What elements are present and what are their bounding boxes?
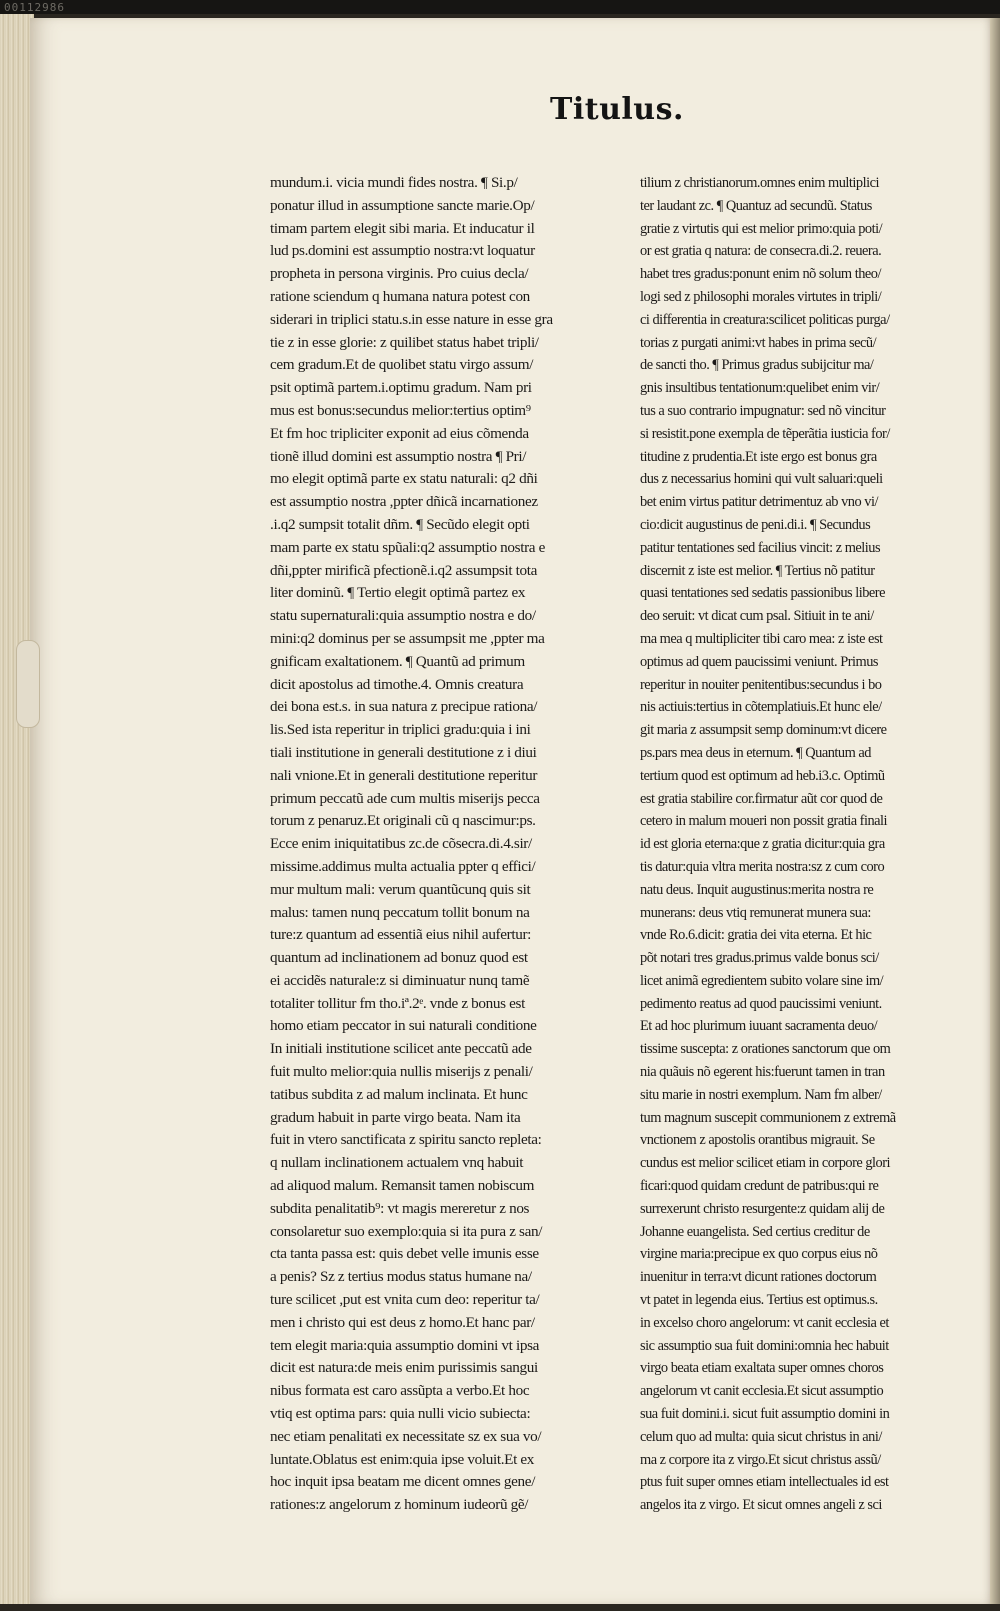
text-line: In initiali institutione scilicet ante peccatũ ade (270, 1040, 532, 1058)
text-line: gnificam exaltationem. ¶ Quantũ ad primum (270, 652, 525, 670)
text-line: ei accidẽs naturale:z si diminuatur nunq tamẽ (270, 971, 530, 989)
text-line: munerans: deus vtiq remunerat munera sua: (640, 904, 871, 921)
text-line: in excelso choro angelorum: vt canit ecclesia et (640, 1314, 889, 1331)
text-line: Et ad hoc plurimum iuuant sacramenta deuo/ (640, 1018, 878, 1035)
text-line: nali vnione.Et in generali destitutione reperitur (270, 766, 538, 784)
text-line: gnis insultibus tentationum:quelibet enim vir/ (640, 380, 880, 397)
text-line: consolaretur suo exemplo:quia si ita pura z san/ (270, 1222, 543, 1240)
text-line: tis datur:quia vltra merita nostra:sz z cum coro (640, 858, 885, 875)
text-line: tiali institutione in generali destitutione z i diui (270, 743, 537, 761)
text-line: mur multum mali: verum quantũcunq quis sit (270, 880, 531, 898)
text-line: vtiq est optima pars: quia nulli vicio subiecta: (270, 1405, 531, 1423)
text-line: Ecce enim iniquitatibus zc.de cõsecra.di.4.sir/ (270, 835, 532, 853)
text-line: habet tres gradus:ponunt enim nõ solum theo/ (640, 266, 881, 283)
text-line: virgine maria:precipue ex quo corpus eius nõ (640, 1246, 878, 1263)
text-line: liter dominũ. ¶ Tertio elegit optimã partez ex (270, 584, 526, 602)
text-line: bet enim virtus patitur detrimentuz ab vno vi/ (640, 494, 878, 511)
text-line: psit optimã partem.i.optimu gradum. Nam pri (270, 379, 532, 397)
text-line: fuit in vtero sanctificata z spiritu sancto repleta: (270, 1131, 542, 1149)
text-line: .i.q2 sumpsit totalit dñm. ¶ Secũdo elegit opti (270, 515, 530, 533)
text-line: Johanne euangelista. Sed certius creditur de (640, 1223, 870, 1240)
text-line: statu supernaturali:quia assumptio nostra e do/ (270, 607, 536, 625)
text-line: q nullam inclinationem actualem vnq habuit (270, 1154, 524, 1172)
catalog-strip (0, 0, 1000, 14)
text-line: ratione sciendum q humana natura potest con (270, 287, 530, 305)
text-line: ps.pars mea deus in eternum. ¶ Quantum ad (640, 744, 871, 761)
text-line: primum peccatũ ade cum multis miserijs pecca (270, 789, 540, 807)
text-line: timam partem elegit sibi maria. Et inducatur il (270, 219, 535, 237)
text-line: dicit apostolus ad timothe.4. Omnis creatura (270, 675, 524, 693)
text-line: deo seruit: vt dicat cum psal. Sitiuit in te ani/ (640, 608, 874, 625)
text-line: mam parte ex statu spũali:q2 assumptio nostra e (270, 538, 546, 556)
text-line: angelos ita z virgo. Et sicut omnes angeli z sci (640, 1497, 882, 1514)
text-line: mundum.i. vicia mundi fides nostra. ¶ Si.p/ (270, 174, 518, 191)
text-line: git maria z assumpsit semp dominum:vt dicere (640, 722, 887, 739)
text-line: inuenitur in terra:vt dicunt rationes doctorum (640, 1269, 877, 1286)
text-line: situ marie in nostri exemplum. Nam fm alber/ (640, 1086, 882, 1103)
text-line: ma z corpore ita z virgo.Et sicut christus assũ/ (640, 1451, 881, 1468)
text-line: discernit z iste est melior. ¶ Tertius nõ patitur (640, 562, 875, 579)
text-line: mini:q2 dominus per se assumpsit me ,ppter ma (270, 629, 545, 647)
text-line: nis actiuis:tertius in cõtemplatiuis.Et hunc ele/ (640, 699, 882, 716)
text-line: cta tanta passa est: quis debet velle imunis esse (270, 1245, 539, 1263)
text-line: tie z in esse glorie: z quilibet status habet tripli/ (270, 333, 539, 351)
text-line: surrexerunt christo resurgente:z quidam alij de (640, 1200, 885, 1217)
text-line: ture:z quantum ad essentiã eius nihil aufertur: (270, 926, 532, 944)
text-line: mo elegit optimã parte ex statu naturali: q2 dñi (270, 470, 538, 488)
text-line: id est gloria eterna:que z gratia dicitur:quia gra (640, 836, 885, 853)
text-line: est assumptio nostra ,ppter dñicã incarnationez (270, 493, 538, 511)
text-line: reperitur in nouiter penitentibus:secundus i bo (640, 676, 882, 693)
text-line: tatibus subdita z ad malum inclinata. Et hunc (270, 1085, 528, 1103)
text-line: torum z penaruz.Et originali cũ q nascimur:ps. (270, 812, 536, 830)
right-text-column (640, 172, 962, 1517)
page-clasp (16, 640, 40, 728)
text-line: torias z purgati animi:vt habes in prima secũ/ (640, 334, 877, 351)
text-line: tum magnum suscepit communionem z extremã (640, 1109, 896, 1126)
text-line: dicit est natura:de meis enim purissimis sangui (270, 1359, 538, 1377)
text-line: sic assumptio sua fuit domini:omnia hec habuit (640, 1337, 889, 1354)
text-line: ter laudant zc. ¶ Quantuz ad secundũ. Status (640, 197, 872, 214)
text-line: vt patet in legenda eius. Tertius est optimus.s. (640, 1292, 878, 1309)
text-line: si resistit.pone exempla de tẽperãtia iusticia for/ (640, 425, 890, 442)
text-line: vnctionem z apostolis orantibus migrauit. Se (640, 1132, 875, 1149)
text-line: optimus ad quem paucissimi veniunt. Primus (640, 653, 879, 670)
text-line: nia quãuis nõ egerent his:fuerunt tamen in tran (640, 1064, 885, 1081)
text-line: cio:dicit augustinus de peni.di.i. ¶ Secundus (640, 516, 871, 533)
page-right-edge (990, 18, 1000, 1604)
text-line: tus a suo contrario impugnatur: sed nõ vincitur (640, 402, 886, 419)
text-line: ficari:quod quidam credunt de patribus:qui re (640, 1178, 879, 1195)
text-line: ptus fuit super omnes etiam intellectuales id est (640, 1474, 889, 1491)
catalog-id: 00112986 (4, 1, 65, 14)
text-line: Et fm hoc tripliciter exponit ad eius cõmenda (270, 424, 529, 442)
text-line: ponatur illud in assumptione sancte marie.Op/ (270, 196, 535, 214)
text-line: tionẽ illud domini est assumptio nostra ¶ Pri/ (270, 447, 527, 465)
text-line: cetero in malum moueri non possit gratia finali (640, 813, 888, 830)
text-line: de sancti tho. ¶ Primus gradus subijcitur ma/ (640, 357, 874, 374)
text-line: vnde Ro.6.dicit: gratia dei vita eterna. Et hic (640, 927, 872, 944)
text-line: est gratia stabilire cor.firmatur aũt cor quod de (640, 790, 883, 807)
text-line: tilium z christianorum.omnes enim multiplici (640, 175, 879, 191)
text-line: ma mea q multipliciter tibi caro mea: z iste est (640, 630, 883, 647)
text-line: men i christo qui est deus z homo.Et hanc par/ (270, 1313, 535, 1331)
text-line: virgo beata etiam exaltata super omnes choros (640, 1360, 884, 1377)
text-line: logi sed z philosophi morales virtutes in tripli/ (640, 288, 882, 305)
text-line: tissime suscepta: z orationes sanctorum que om (640, 1041, 891, 1058)
text-line: licet animã egredientem subito volare sine im/ (640, 972, 884, 989)
text-line: titudine z prudentia.Et iste ergo est bonus gra (640, 448, 877, 465)
text-line: tertium quod est optimum ad heb.i3.c. Optimũ (640, 767, 885, 784)
text-line: quasi tentationes sed sedatis passionibus libere (640, 585, 885, 602)
text-line: a penis? Sz z tertius modus status humane na/ (270, 1268, 532, 1286)
text-line: nec etiam penalitati ex necessitate sz ex sua vo/ (270, 1427, 542, 1445)
text-line: cundus est melior scilicet etiam in corpore glori (640, 1155, 891, 1172)
text-line: siderari in triplici statu.s.in esse nature in esse gra (270, 310, 553, 328)
page-edges (0, 14, 34, 1604)
text-line: patitur tentationes sed facilius vincit: z melius (640, 539, 881, 556)
text-line: dñi,ppter mirificã pfectionẽ.i.q2 assumpsit tota (270, 561, 538, 579)
text-line: gradum habuit in parte virgo beata. Nam ita (270, 1108, 521, 1126)
text-line: angelorum vt canit ecclesia.Et sicut assumptio (640, 1383, 884, 1400)
text-line: cem gradum.Et de quolibet statu virgo assum/ (270, 356, 534, 374)
text-line: gratie z virtutis qui est melior primo:quia poti/ (640, 220, 883, 237)
text-line: dus z necessarius homini qui vult saluari:queli (640, 471, 883, 488)
text-line: ture scilicet ,put est vnita cum deo: reperitur ta/ (270, 1291, 540, 1309)
text-line: or est gratia q natura: de consecra.di.2. reuera. (640, 243, 882, 260)
text-line: pedimento reatus ad quod paucissimi veniunt. (640, 995, 882, 1012)
text-line: hoc inquit ipsa beatam me dicent omnes gene/ (270, 1473, 536, 1491)
text-line: ad aliquod malum. Remansit tamen nobiscum (270, 1177, 535, 1195)
text-line: lud ps.domini est assumptio nostra:vt loquatur (270, 242, 535, 260)
text-line: dei bona est.s. in sua natura z precipue rationa/ (270, 698, 538, 716)
text-line: homo etiam peccator in sui naturali conditione (270, 1017, 537, 1035)
text-line: sua fuit domini.i. sicut fuit assumptio domini in (640, 1406, 890, 1423)
text-line: ci differentia in creatura:scilicet politicas purga/ (640, 311, 890, 328)
text-line: propheta in persona virginis. Pro cuius decla/ (270, 265, 529, 283)
left-text-column (270, 172, 618, 1517)
text-line: lis.Sed ista reperitur in triplici gradu:quia i ini (270, 721, 531, 739)
text-line: subdita penalitatib⁹: vt magis mereretur z nos (270, 1199, 530, 1217)
text-line: malus: tamen nunq peccatum tollit bonum na (270, 903, 530, 921)
text-line: nibus formata est caro assũpta a verbo.Et hoc (270, 1382, 530, 1400)
text-line: rationes:z angelorum z hominum iudeorũ gẽ/ (270, 1496, 529, 1514)
text-line: celum quo ad multa: quia sicut christus in ani/ (640, 1428, 882, 1445)
running-title: Titulus. (550, 92, 684, 127)
text-line: totaliter tollitur fm tho.iª.2ᵉ. vnde z bonus est (270, 994, 525, 1012)
text-line: tem elegit maria:quia assumptio domini vt ipsa (270, 1336, 540, 1354)
text-line: põt notari tres gradus.primus valde bonus sci/ (640, 950, 879, 967)
text-line: missime.addimus multa actualia ppter q effici/ (270, 857, 536, 875)
text-line: fuit multo melior:quia nullis miserijs z penali/ (270, 1063, 533, 1081)
text-line: luntate.Oblatus est enim:quia ipse voluit.Et ex (270, 1450, 535, 1468)
text-line: natu deus. Inquit augustinus:merita nostra re (640, 881, 874, 898)
text-line: mus est bonus:secundus melior:tertius optim⁹ (270, 401, 531, 419)
text-line: quantum ad inclinationem ad bonuz quod est (270, 949, 528, 967)
